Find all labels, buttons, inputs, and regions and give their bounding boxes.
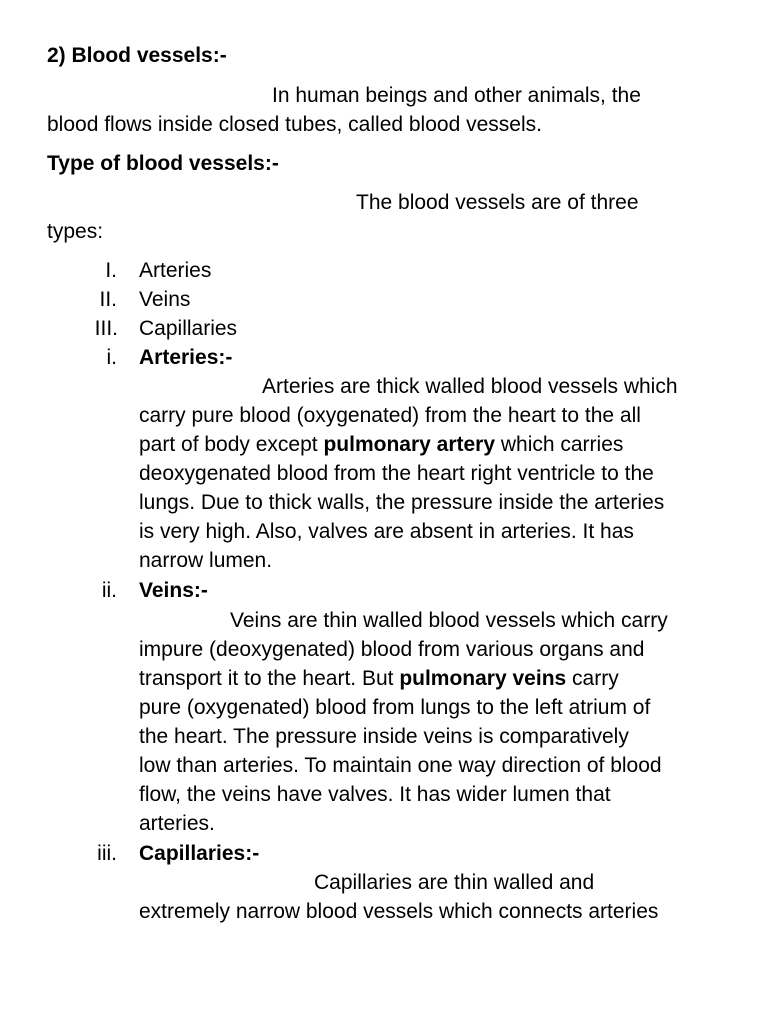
- intro-line-2: blood flows inside closed tubes, called blood vessels.: [47, 113, 542, 136]
- pulmonary-artery-term: pulmonary artery: [323, 433, 496, 456]
- arteries-title: Arteries:-: [139, 346, 233, 369]
- list-number: III.: [94, 317, 118, 340]
- arteries-line-4: deoxygenated blood from the heart right ventricle to the: [139, 462, 654, 485]
- subsection-number: ii.: [101, 579, 117, 602]
- veins-line-3-start: transport it to the heart. But: [139, 667, 400, 690]
- veins-line-1: Veins are thin walled blood vessels which carry: [230, 609, 668, 632]
- veins-line-2: impure (deoxygenated) blood from various organs and: [139, 638, 645, 661]
- veins-line-8: arteries.: [139, 812, 215, 835]
- arteries-line-5: lungs. Due to thick walls, the pressure inside the arteries: [139, 491, 665, 514]
- veins-line-5: the heart. The pressure inside veins is comparatively: [139, 725, 629, 748]
- capillaries-line-2: extremely narrow blood vessels which connects arteries: [139, 900, 659, 923]
- arteries-line-3-start: part of body except: [139, 433, 324, 456]
- types-intro-line-1: The blood vessels are of three: [356, 191, 639, 214]
- arteries-line-2: carry pure blood (oxygenated) from the heart to the all: [139, 404, 641, 427]
- list-item-capillaries: Capillaries: [139, 317, 238, 340]
- veins-line-7: flow, the veins have valves. It has wider lumen that: [139, 783, 611, 806]
- arteries-line-3: [139, 430, 623, 459]
- pulmonary-veins-term: pulmonary veins: [399, 667, 567, 690]
- veins-line-6: low than arteries. To maintain one way direction of blood: [139, 754, 662, 777]
- subsection-number: i.: [106, 346, 117, 369]
- arteries-line-1: Arteries are thick walled blood vessels which: [262, 375, 678, 398]
- arteries-line-7: narrow lumen.: [139, 549, 273, 572]
- veins-line-4: pure (oxygenated) blood from lungs to the left atrium of: [139, 696, 651, 719]
- list-item-veins: Veins: [139, 288, 191, 311]
- arteries-line-3-end: which carries: [495, 433, 624, 456]
- section-heading: 2) Blood vessels:-: [47, 44, 227, 67]
- list-item-arteries: Arteries: [139, 259, 212, 282]
- intro-line-1: In human beings and other animals, the: [272, 84, 641, 107]
- list-number: II.: [99, 288, 117, 311]
- subsection-number: iii.: [97, 842, 117, 865]
- veins-line-3: [139, 664, 619, 693]
- veins-title: Veins:-: [139, 579, 208, 602]
- veins-line-3-end: carry: [566, 667, 619, 690]
- arteries-line-6: is very high. Also, valves are absent in arteries. It has: [139, 520, 634, 543]
- types-intro-line-2: types:: [47, 220, 104, 243]
- capillaries-line-1: Capillaries are thin walled and: [314, 871, 595, 894]
- list-number: I.: [105, 259, 117, 282]
- types-heading: Type of blood vessels:-: [47, 152, 279, 175]
- capillaries-title: Capillaries:-: [139, 842, 260, 865]
